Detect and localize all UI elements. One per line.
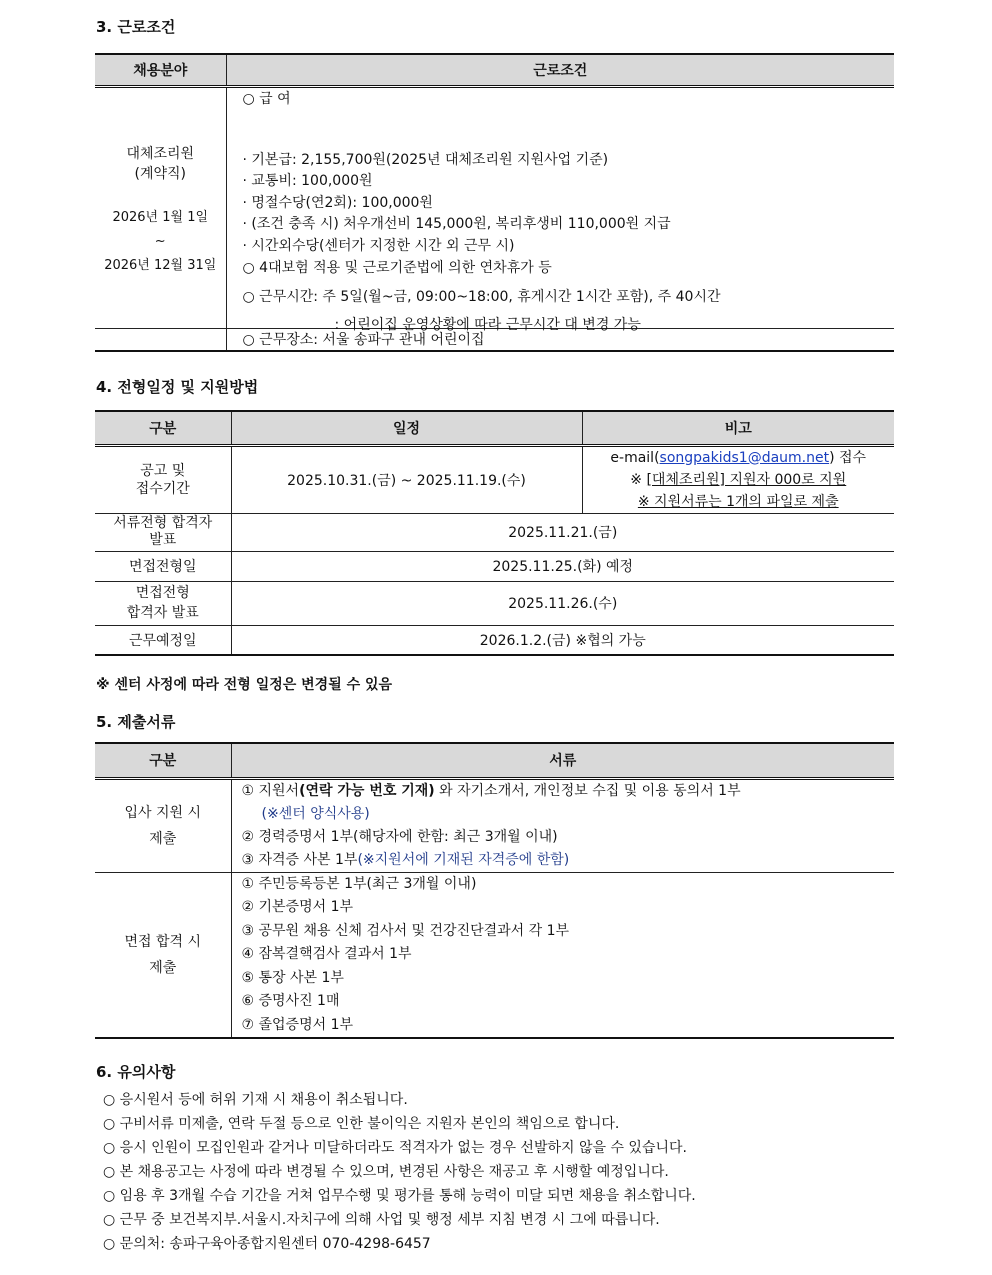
role-cell (95, 86, 226, 328)
subject-note: ※ [대체조리원] 지원자 000로 지원 (630, 471, 847, 488)
row-label-application: 공고 및 접수기간 (95, 445, 231, 513)
doc-result-date: 2025.11.21.(금) (231, 513, 894, 551)
insurance-line: ○ 4대보험 적용 및 근로기준법에 의한 연차휴가 등 (242, 259, 552, 276)
section-3-title: 3. 근로조건 (96, 18, 176, 36)
start-date: 2026.1.2.(금) ※협의 가능 (231, 625, 894, 655)
row-label-start-date: 근무예정일 (95, 625, 231, 655)
section-4-title: 4. 전형일정 및 지원방법 (96, 378, 259, 396)
period-start: 2026년 1월 1일 (112, 209, 209, 225)
note-item: ○ 본 채용공고는 사정에 따라 변경될 수 있으며, 변경된 사항은 재공고 후 시행할 예정입니다. (103, 1164, 669, 1180)
col-header-category: 구분 (95, 411, 231, 445)
doc-form-note: (※센터 양식사용) (261, 805, 370, 822)
col-header-conditions: 근로조건 (226, 54, 894, 86)
group-label-interview: 면접 합격 시 제출 (95, 872, 231, 1038)
period-end: 2026년 12월 31일 (104, 257, 217, 273)
period-tilde: ~ (154, 233, 166, 249)
base-pay: · 기본급: 2,155,700원(2025년 대체조리원 지원사업 기준) (242, 151, 609, 168)
col-header-field: 채용분야 (95, 54, 226, 86)
doc-graduation-cert: ⑦ 졸업증명서 1부 (241, 1016, 354, 1033)
workplace-line: ○ 근무장소: 서울 송파구 관내 어린이집 (242, 332, 485, 349)
file-note: ※ 지원서류는 1개의 파일로 제출 (637, 493, 839, 510)
overtime-pay: · 시간외수당(센터가 지정한 시간 외 근무 시) (242, 237, 515, 254)
application-documents (231, 778, 894, 872)
note-item: ○ 구비서류 미제출, 연락 두절 등으로 인한 불이익은 지원자 본인의 책임으로 합니다. (103, 1116, 620, 1132)
doc-bankbook: ⑤ 통장 사본 1부 (241, 969, 344, 986)
note-item: ○ 임용 후 3개월 수습 기간을 거쳐 업무수행 및 평가를 통해 능력이 미달 되면 채용을 취소합니다. (103, 1188, 696, 1204)
doc-health-check: ③ 공무원 채용 신체 검사서 및 건강진단결과서 각 1부 (241, 922, 570, 939)
interview-date: 2025.11.25.(화) 예정 (231, 551, 894, 581)
row-label-doc-result: 서류전형 합격자 발표 (95, 513, 231, 551)
doc-license-copy: ③ 자격증 사본 1부(※지원서에 기재된 자격증에 한함) (241, 851, 570, 868)
interview-documents (231, 872, 894, 1038)
col-header-schedule: 일정 (231, 411, 582, 445)
role-type: (계약직) (134, 165, 186, 182)
col-header-doc-category: 구분 (95, 743, 231, 778)
schedule-footnote: ※ 센터 사정에 따라 전형 일정은 변경될 수 있음 (96, 677, 393, 693)
doc-career-cert: ② 경력증명서 1부(해당자에 한함: 최근 3개월 이내) (241, 828, 558, 845)
application-remarks (582, 445, 894, 513)
transport-pay: · 교통비: 100,000원 (242, 172, 373, 189)
email-link[interactable]: songpakids1@daum.net (659, 449, 830, 466)
conditions-cell (226, 86, 894, 333)
note-item: ○ 응시 인원이 모집인원과 같거나 미달하더라도 적격자가 없는 경우 선발하지 않을 수 있습니다. (103, 1140, 687, 1156)
section-5-title: 5. 제출서류 (96, 713, 176, 731)
schedule-table (95, 410, 894, 656)
row-label-interview: 면접전형일 (95, 551, 231, 581)
application-period: 2025.10.31.(금) ~ 2025.11.19.(수) (231, 445, 582, 513)
doc-resident-register: ① 주민등록등본 1부(최근 3개월 이내) (241, 875, 477, 892)
salary-heading: ○ 급 여 (242, 90, 291, 107)
documents-table (95, 742, 894, 1039)
holiday-pay: · 명절수당(연2회): 100,000원 (242, 194, 433, 211)
notes-list (103, 1088, 696, 1256)
email-line: e-mail(songpakids1@daum.net) 접수 (610, 449, 867, 466)
welfare-pay: · (조건 충족 시) 처우개선비 145,000원, 복리후생비 110,000원 지급 (242, 215, 671, 232)
work-hours-line: ○ 근무시간: 주 5일(월~금, 09:00~18:00, 휴게시간 1시간 포함), 주 40시간 (242, 288, 721, 305)
note-item: ○ 근무 중 보건복지부.서울시.자치구에 의해 사업 및 행정 세부 지침 변경 시 그에 따릅니다. (103, 1212, 660, 1228)
interview-result-date: 2025.11.26.(수) (231, 581, 894, 625)
note-item: ○ 응시원서 등에 허위 기재 시 채용이 취소됩니다. (103, 1092, 408, 1108)
col-header-remarks: 비고 (582, 411, 894, 445)
role-name: 대체조리원 (126, 145, 195, 162)
row-label-interview-result: 면접전형 합격자 발표 (95, 581, 231, 625)
doc-photo: ⑥ 증명사진 1매 (241, 993, 340, 1009)
work-conditions-table (95, 53, 894, 352)
work-hours-note: : 어린이집 운영상황에 따라 근무시간 대 변경 가능 (334, 316, 641, 333)
doc-application-form: ① 지원서(연락 가능 번호 기재) 와 자기소개서, 개인정보 수집 및 이용 동의서 1부 (241, 782, 741, 799)
doc-tb-test: ④ 잠복결핵검사 결과서 1부 (241, 946, 412, 962)
note-contact: ○ 문의처: 송파구육아종합지원센터 070-4298-6457 (103, 1236, 431, 1252)
section-6-title: 6. 유의사항 (96, 1063, 176, 1081)
group-label-application: 입사 지원 시 제출 (95, 778, 231, 872)
col-header-documents: 서류 (231, 743, 894, 778)
doc-basic-cert: ② 기본증명서 1부 (241, 899, 354, 915)
